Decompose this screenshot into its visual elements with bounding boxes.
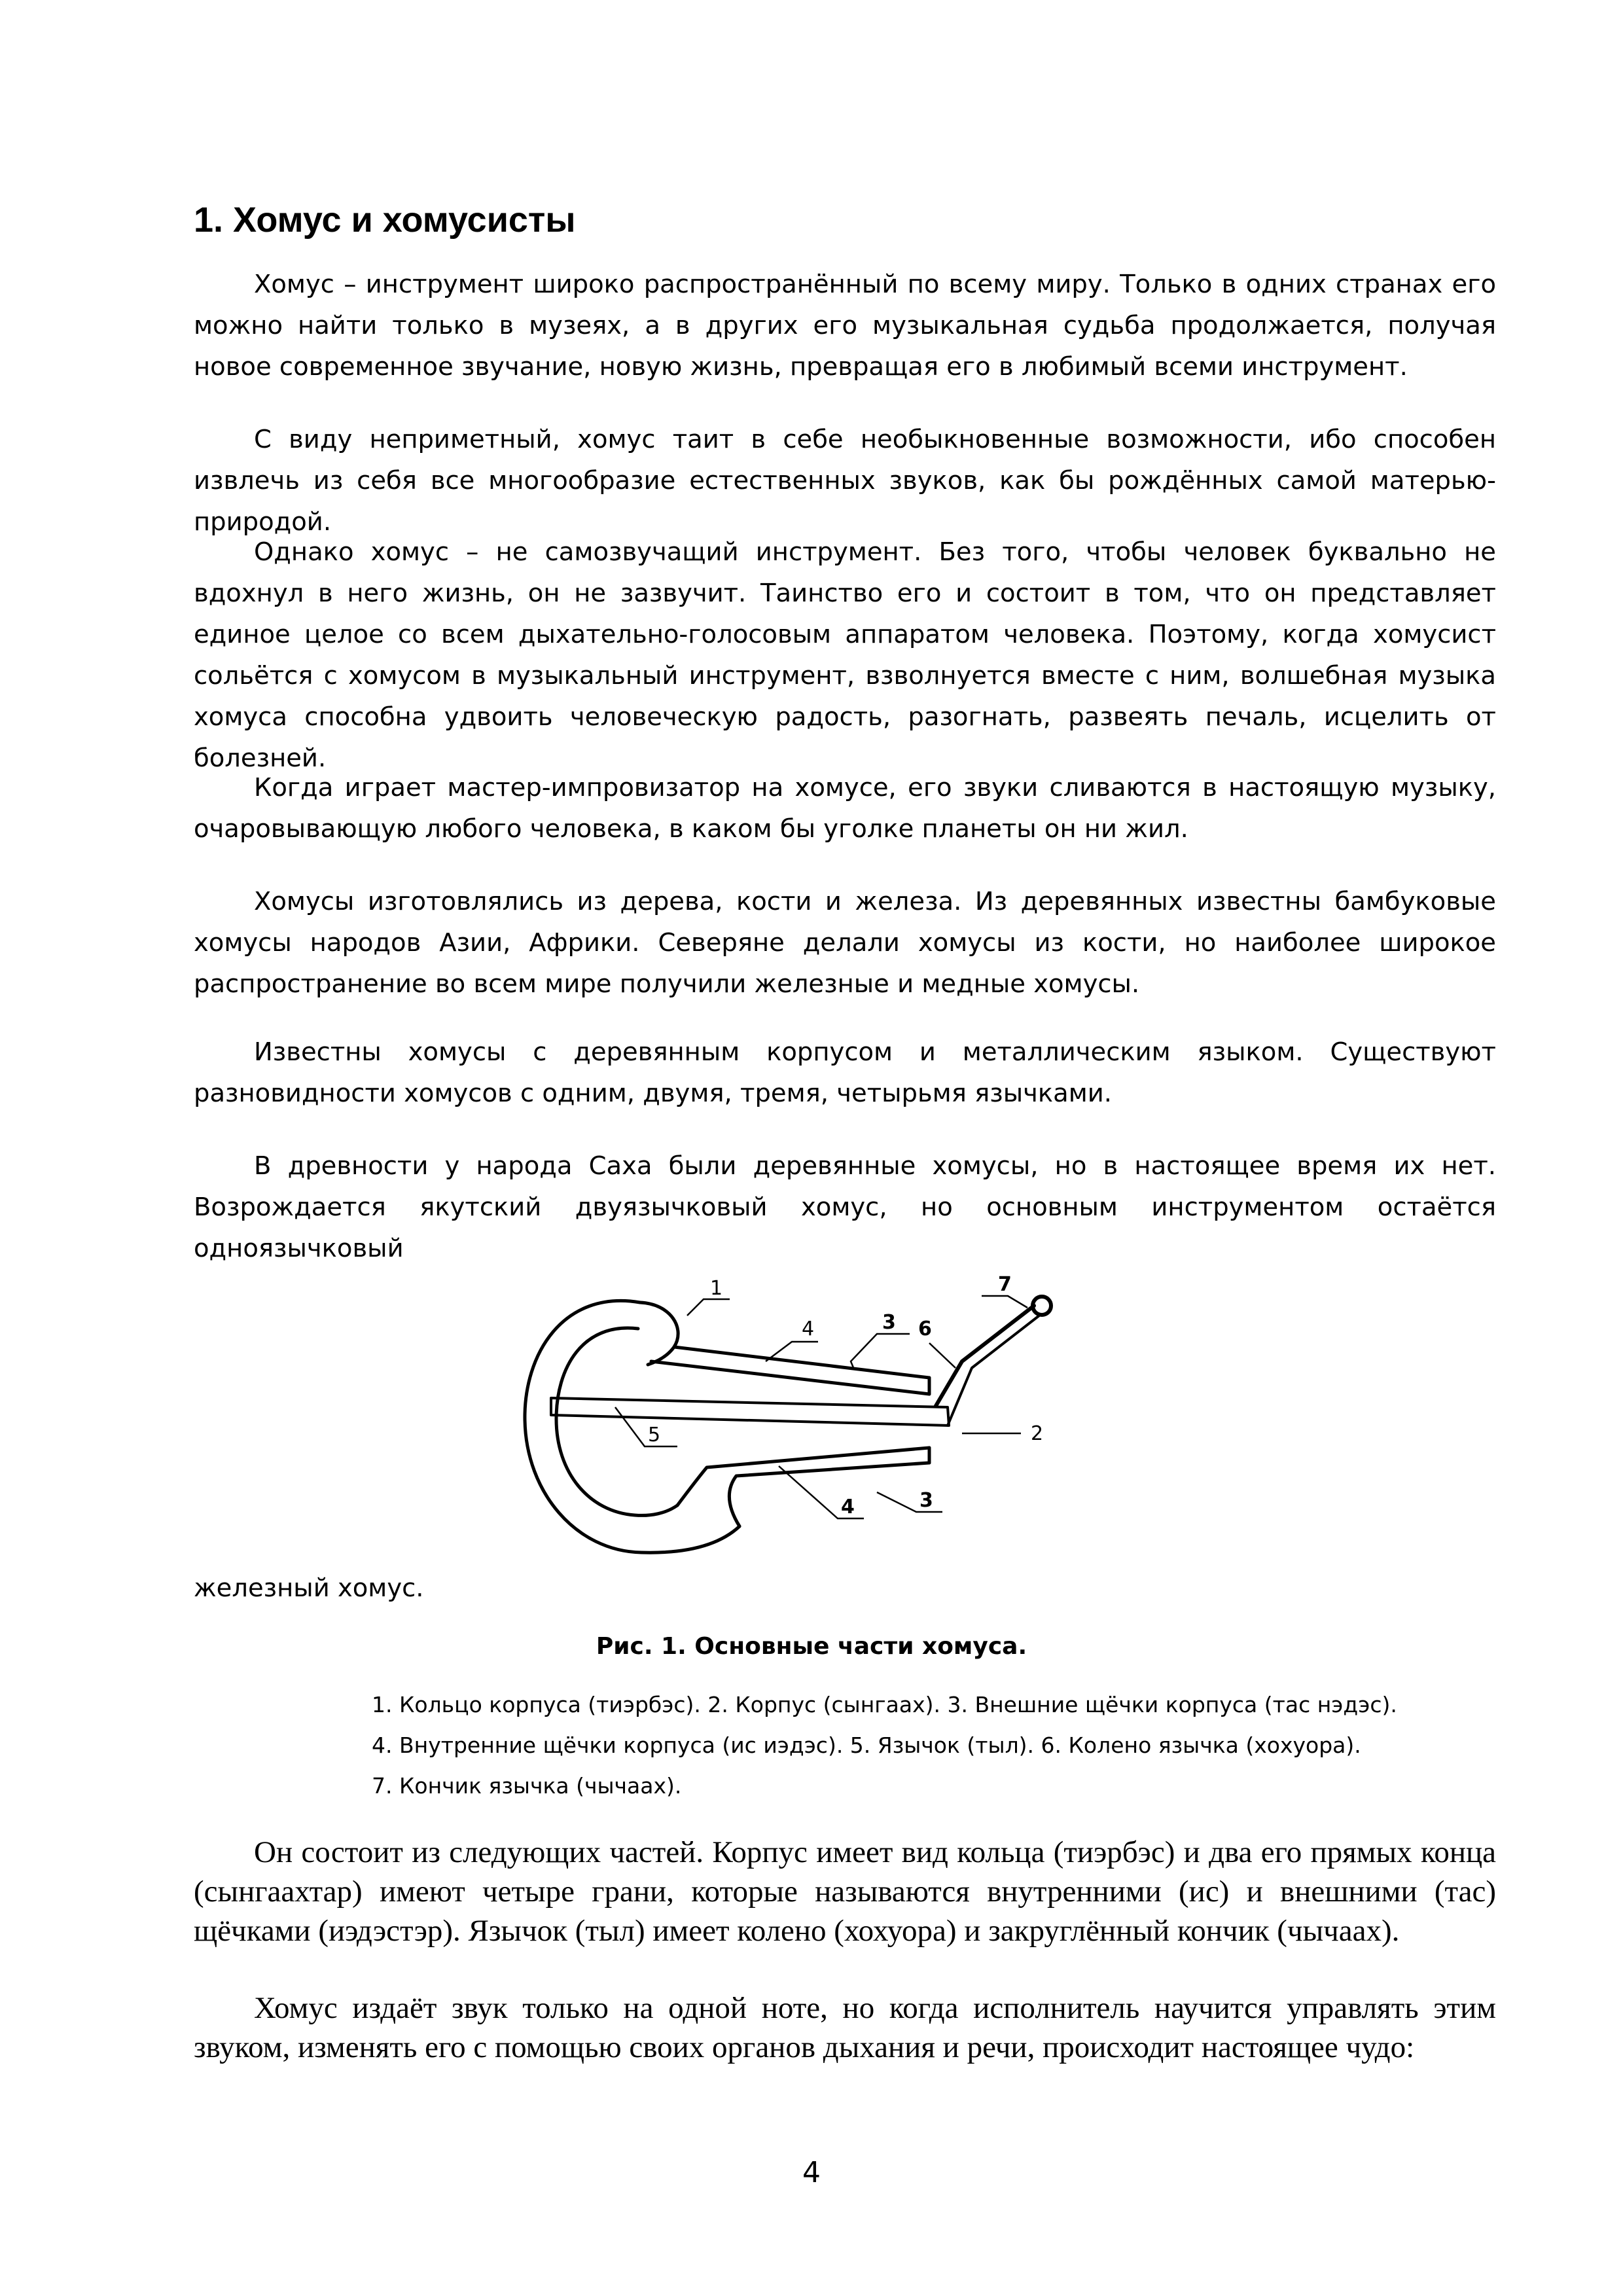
label-5: 5	[648, 1424, 661, 1446]
paragraph-text: Хомус – инструмент широко распространённый по всему миру. Только в одних странах его можно найти только в музеях, а в других его музыкальная судьба продолжается, получая новое современное звучание, новую жизнь, превращая его в любимый всеми инструмент.	[194, 270, 1496, 382]
khomus-diagram	[510, 1270, 1126, 1571]
paragraph-5	[194, 881, 1496, 1005]
paragraph-1	[194, 264, 1496, 387]
section-heading: 1. Хомус и хомусисты	[194, 200, 576, 240]
bottom-arm-outer-edge	[729, 1463, 929, 1526]
label-7: 7	[998, 1273, 1012, 1296]
bottom-arm-inner-edge	[677, 1448, 929, 1505]
tongue-knee-inner	[948, 1316, 1039, 1426]
serif-paragraph-2	[194, 1988, 1496, 2067]
paragraph-7-continuation: железный хомус.	[194, 1573, 424, 1603]
figure-legend	[372, 1685, 1397, 1806]
paragraph-text: Известны хомусы с деревянным корпусом и металлическим языком. Существуют разновидности хомусов с одним, двумя, тремя, четырьмя язычками.	[194, 1037, 1496, 1108]
paragraph-text: Однако хомус – не самозвучащий инструмент. Без того, чтобы человек буквально не вдохнул в него жизнь, он не зазвучит. Таинство его и состоит в том, что он представляет единое целое со всем дыхательно-голосовым аппаратом человека. Поэтому, когда хомусист сольётся с хомусом в музыкальный инструмент, взволнуется вместе с ним, волшебная музыка хомуса способна удвоить человеческую радость, разогнать, развеять печаль, исцелить от болезней.	[194, 537, 1496, 773]
leader-5	[615, 1407, 677, 1446]
paragraph-4	[194, 767, 1496, 850]
label-6: 6	[918, 1318, 932, 1340]
paragraph-text: С виду неприметный, хомус таит в себе необыкновенные возможности, ибо способен извлечь из себя все многообразие естественных звуков, как бы рождённых самой матерью-природой.	[194, 425, 1496, 537]
legend-line: 4. Внутренние щёчки корпуса (ис иэдэс). 5. Язычок (тыл). 6. Колено язычка (хохуора).	[372, 1732, 1361, 1758]
top-arm-outline	[640, 1302, 678, 1365]
paragraph-text: Хомус издаёт звук только на одной ноте, но когда исполнитель научится управлять этим звуком, изменять его с помощью своих органов дыхания и речи, происходит настоящее чудо:	[194, 1991, 1496, 2064]
paragraph-text: Когда играет мастер-импровизатор на хомусе, его звуки сливаются в настоящую музыку, очаровывающую любого человека, в каком бы уголке планеты он ни жил.	[194, 773, 1496, 844]
leader-3-top	[851, 1334, 910, 1369]
paragraph-text: Он состоит из следующих частей. Корпус имеет вид кольца (тиэрбэс) и два его прямых конца (сынгаахтар) имеют четыре грани, которые называются внутренними (ис) и внешними (тас) щёчками (иэдэстэр). Язычок (тыл) имеет колено (хохуора) и закруглённый кончик (чычаах).	[194, 1835, 1496, 1948]
label-3-bottom: 3	[919, 1489, 933, 1512]
tongue-outline	[551, 1398, 949, 1426]
paragraph-3	[194, 531, 1496, 779]
legend-line: 7. Кончик язычка (чычаах).	[372, 1773, 682, 1799]
label-4-top: 4	[802, 1318, 815, 1340]
figure-caption: Рис. 1. Основные части хомуса.	[596, 1633, 1027, 1660]
legend-line: 1. Кольцо корпуса (тиэрбэс). 2. Корпус (сынгаах). 3. Внешние щёчки корпуса (тас нэдэс).	[372, 1692, 1397, 1717]
paragraph-7	[194, 1145, 1496, 1269]
top-arm-outer-edge	[674, 1347, 929, 1378]
label-2: 2	[1031, 1422, 1044, 1445]
leader-6	[929, 1343, 955, 1368]
leader-1	[687, 1299, 730, 1316]
paragraph-6	[194, 1031, 1496, 1114]
serif-paragraph-1	[194, 1833, 1496, 1950]
paragraph-2	[194, 419, 1496, 543]
paragraph-text: В древности у народа Саха были деревянные хомусы, но в настоящее время их нет. Возрождается якутский двуязычковый хомус, но основным инструментом остаётся одноязычковый	[194, 1151, 1496, 1263]
label-4-bottom: 4	[841, 1496, 855, 1518]
page-number: 4	[802, 2156, 821, 2189]
label-3-top: 3	[882, 1311, 896, 1334]
leader-7	[982, 1296, 1027, 1308]
paragraph-text: Хомусы изготовлялись из дерева, кости и железа. Из деревянных известны бамбуковые хомусы народов Азии, Африки. Северяне делали хомусы из кости, но наиболее широкое распространение во всем мире получили железные и медные хомусы.	[194, 887, 1496, 999]
khomus-diagram-svg	[510, 1270, 1126, 1571]
label-1: 1	[710, 1277, 723, 1300]
top-arm-inner-edge	[651, 1361, 929, 1394]
ring-inner-outline	[556, 1328, 677, 1515]
tongue-knee	[936, 1306, 1034, 1406]
